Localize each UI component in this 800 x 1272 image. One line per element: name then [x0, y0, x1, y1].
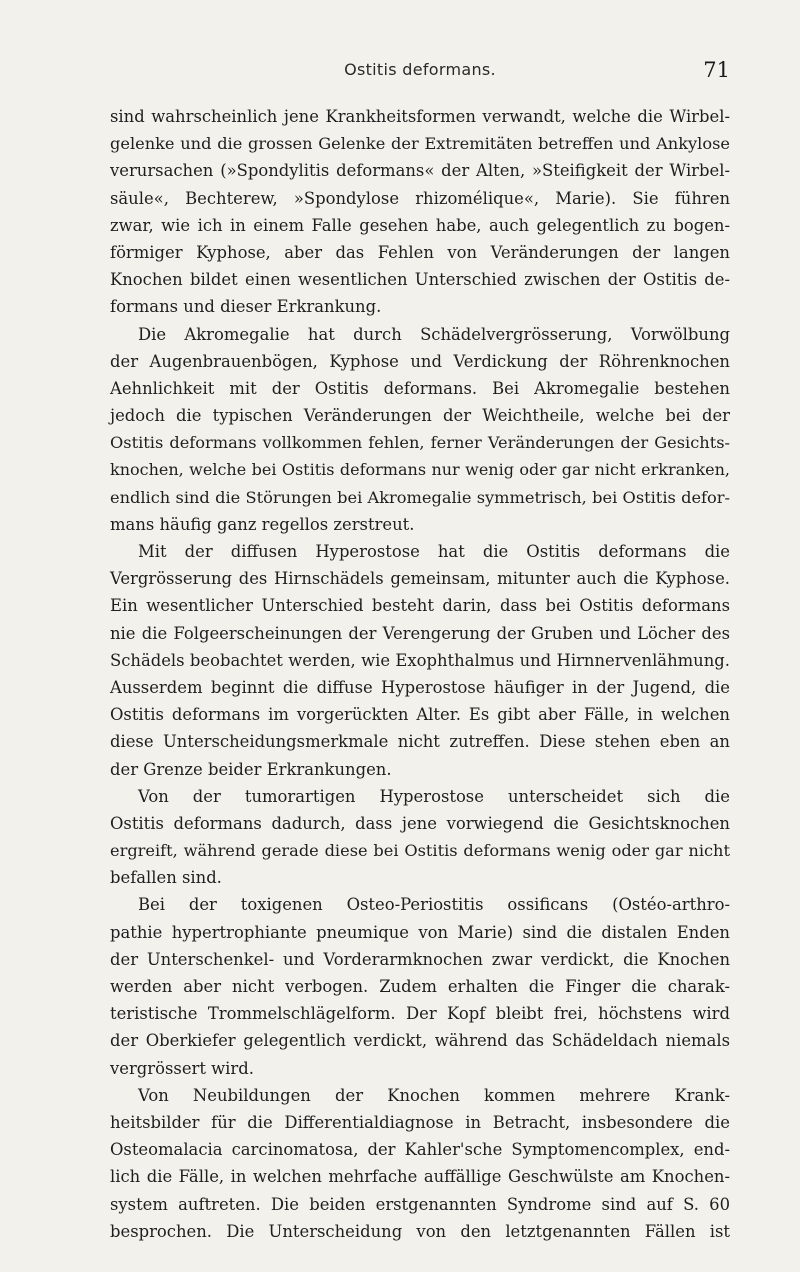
- text-line: Bei der toxigenen Osteo-Periostitis ossificans (Ostéo-arthro-: [138, 895, 730, 915]
- text-line: Die Akromegalie hat durch Schädelvergrösserung, Vorwölbung: [138, 324, 730, 344]
- text-line: verursachen (»Spondylitis deformans« der Alten, »Steifigkeit der Wirbel-: [110, 161, 730, 181]
- text-line: ergreift, während gerade diese bei Ostitis deformans wenig oder gar nicht: [110, 841, 730, 861]
- text-line: der Grenze beider Erkrankungen.: [110, 759, 392, 779]
- text-line: der Augenbrauenbögen, Kyphose und Verdickung der Röhrenknochen: [110, 351, 730, 371]
- text-line: Von der tumorartigen Hyperostose unterscheidet sich die: [138, 786, 730, 806]
- text-line: der Oberkiefer gelegentlich verdickt, während das Schädeldach niemals: [110, 1031, 730, 1051]
- running-title: Ostitis deformans.: [344, 60, 496, 79]
- text-line: diese Unterscheidungsmerkmale nicht zutreffen. Diese stehen eben an: [110, 732, 730, 752]
- text-line: knochen, welche bei Ostitis deformans nur wenig oder gar nicht erkranken,: [110, 460, 730, 480]
- text-line: werden aber nicht verbogen. Zudem erhalten die Finger die charak-: [110, 977, 730, 996]
- text-line: Ostitis deformans dadurch, dass jene vorwiegend die Gesichtsknochen: [110, 813, 730, 833]
- text-line: förmiger Kyphose, aber das Fehlen von Veränderungen der langen: [110, 242, 730, 262]
- text-line: Ein wesentlicher Unterschied besteht darin, dass bei Ostitis deformans: [110, 596, 730, 616]
- text-line: mans häufig ganz regellos zerstreut.: [110, 514, 415, 534]
- body-text: [110, 103, 730, 1245]
- text-line: zwar, wie ich in einem Falle gesehen habe, auch gelegentlich zu bogen-: [110, 215, 730, 235]
- text-line: pathie hypertrophiante pneumique von Marie) sind die distalen Enden: [110, 922, 730, 942]
- text-line: säule«, Bechterew, »Spondylose rhizomélique«, Marie). Sie führen: [110, 188, 730, 208]
- text-line: der Unterschenkel- und Vorderarmknochen zwar verdickt, die Knochen: [110, 949, 730, 969]
- text-line: nie die Folgeerscheinungen der Verengerung der Gruben und Löcher des: [110, 623, 730, 643]
- text-line: teristische Trommelschlägelform. Der Kopf bleibt frei, höchstens wird: [110, 1004, 730, 1024]
- text-line: jedoch die typischen Veränderungen der Weichtheile, welche bei der: [110, 406, 730, 426]
- text-line: Osteomalacia carcinomatosa, der Kahler'sche Symptomencomplex, end-: [110, 1140, 730, 1160]
- text-line: Aehnlichkeit mit der Ostitis deformans. Bei Akromegalie bestehen: [110, 378, 730, 398]
- text-line: formans und dieser Erkrankung.: [110, 297, 382, 317]
- text-line: gelenke und die grossen Gelenke der Extremitäten betreffen und Ankylose: [110, 134, 730, 154]
- text-line: besprochen. Die Unterscheidung von den letztgenannten Fällen ist: [110, 1221, 730, 1241]
- text-line: Schädels beobachtet werden, wie Exophthalmus und Hirnnervenlähmung.: [110, 650, 730, 670]
- text-line: Knochen bildet einen wesentlichen Unterschied zwischen der Ostitis de-: [110, 270, 730, 290]
- page-number: 71: [703, 58, 730, 82]
- text-line: lich die Fälle, in welchen mehrfache auffällige Geschwülste am Knochen-: [110, 1167, 730, 1187]
- text-line: befallen sind.: [110, 868, 222, 888]
- text-line: Von Neubildungen der Knochen kommen mehrere Krank-: [138, 1085, 730, 1105]
- text-line: Vergrösserung des Hirnschädels gemeinsam, mitunter auch die Kyphose.: [110, 569, 730, 589]
- text-line: heitsbilder für die Differentialdiagnose in Betracht, insbesondere die: [110, 1112, 730, 1132]
- text-line: vergrössert wird.: [110, 1058, 254, 1078]
- text-line: endlich sind die Störungen bei Akromegalie symmetrisch, bei Ostitis defor-: [110, 487, 730, 507]
- text-line: Ostitis deformans vollkommen fehlen, ferner Veränderungen der Gesichts-: [110, 433, 730, 453]
- text-line: Ostitis deformans im vorgerückten Alter. Es gibt aber Fälle, in welchen: [110, 705, 730, 725]
- text-line: Mit der diffusen Hyperostose hat die Ostitis deformans die: [138, 542, 730, 561]
- running-head: [110, 58, 730, 86]
- text-line: Ausserdem beginnt die diffuse Hyperostose häufiger in der Jugend, die: [110, 677, 730, 697]
- text-line: sind wahrscheinlich jene Krankheitsformen verwandt, welche die Wirbel-: [110, 107, 730, 126]
- text-line: system auftreten. Die beiden erstgenannten Syndrome sind auf S. 60: [110, 1194, 730, 1214]
